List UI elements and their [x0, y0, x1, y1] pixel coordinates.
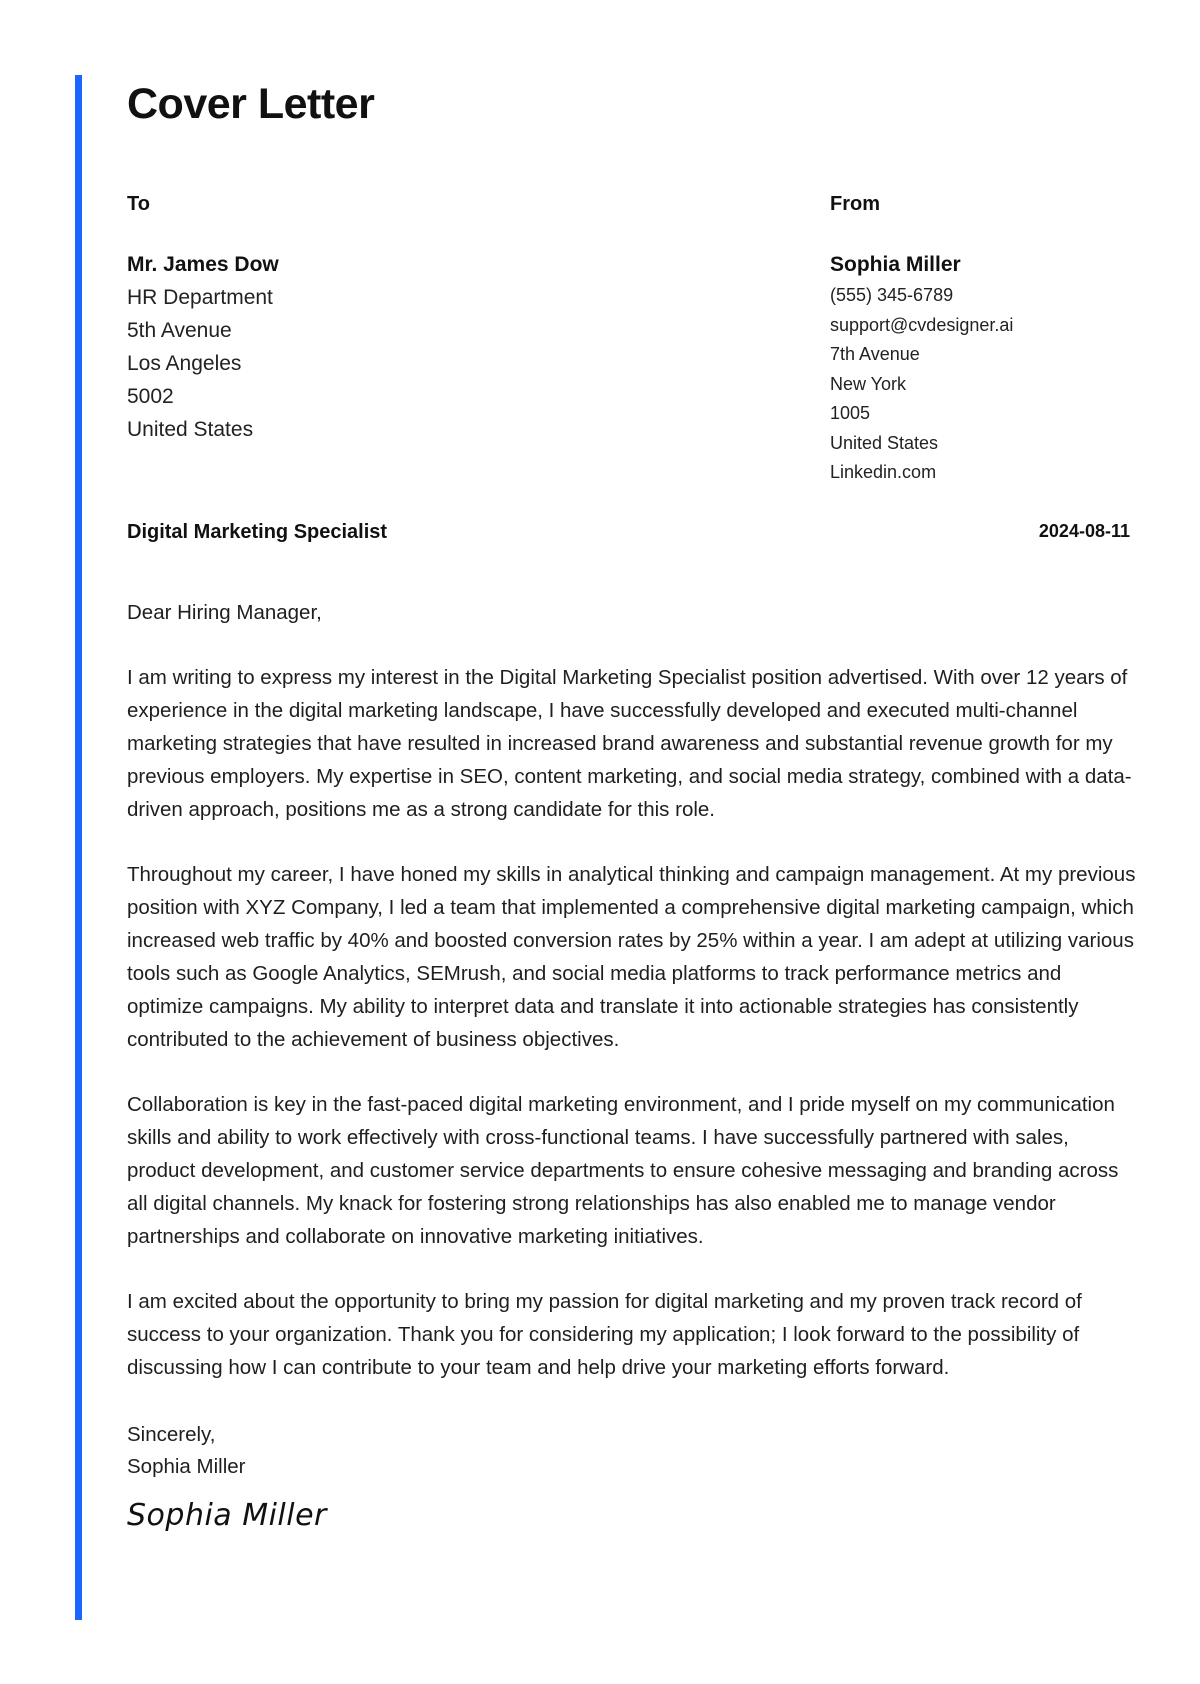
- body-paragraph: I am writing to express my interest in the Digital Marketing Specialist position advertised. With over 12 years of experience in the digital marketing landscape, I have successfully developed and executed multi-channel marketing strategies that have resulted in increased brand awareness and substantial revenue growth for my previous employers. My expertise in SEO, content marketing, and social media strategy, combined with a data-driven approach, positions me as a strong candidate for this role.: [127, 666, 1132, 821]
- body-paragraph: Throughout my career, I have honed my skills in analytical thinking and campaign management. At my previous position with XYZ Company, I led a team that implemented a comprehensive digital marketing campaign, which increased web traffic by 40% and boosted conversion rates by 25% within a year. I am adept at utilizing various tools such as Google Analytics, SEMrush, and social media platforms to track performance metrics and optimize campaigns. My ability to interpret data and translate it into actionable strategies has consistently contributed to the achievement of business objectives.: [127, 863, 1136, 1051]
- recipient-country: United States: [127, 418, 254, 441]
- sender-block: [830, 193, 1160, 488]
- signature: Sophia Miller: [127, 1498, 327, 1533]
- sender-phone: (555) 345-6789: [830, 285, 954, 305]
- sender-city: New York: [830, 373, 907, 394]
- letter-body: [127, 596, 1137, 1416]
- body-paragraph: I am excited about the opportunity to bring my passion for digital marketing and my proven track record of success to your organization. Thank you for considering my application; I look forward to the possibility of discussing how I can contribute to your team and help drive your marketing efforts forward.: [127, 1290, 1082, 1379]
- recipient-city: Los Angeles: [127, 352, 242, 375]
- sender-postal-code: 1005: [830, 403, 871, 423]
- sender-linkedin: Linkedin.com: [830, 462, 937, 482]
- recipient-street: 5th Avenue: [127, 319, 232, 342]
- job-title: Digital Marketing Specialist: [127, 521, 388, 543]
- recipient-name: Mr. James Dow: [127, 253, 279, 276]
- body-paragraph: Collaboration is key in the fast-paced digital marketing environment, and I pride myself on my communication skills and ability to work effectively with cross-functional teams. I have successfully partnered with sales, product development, and customer service departments to ensure cohesive messaging and branding across all digital channels. My knack for fostering strong relationships has also enabled me to manage vendor partnerships and collaborate on innovative marketing initiatives.: [127, 1093, 1119, 1248]
- sender-name: Sophia Miller: [830, 253, 961, 276]
- recipient-department: HR Department: [127, 286, 273, 309]
- letter-date: 2024-08-11: [1038, 521, 1130, 541]
- closing-name: Sophia Miller: [127, 1455, 246, 1478]
- sender-street: 7th Avenue: [830, 344, 920, 364]
- closing: [127, 1419, 246, 1483]
- sender-country: United States: [830, 432, 939, 453]
- sender-email: support@cvdesigner.ai: [830, 314, 1014, 335]
- salutation: Dear Hiring Manager,: [127, 601, 322, 624]
- page-title: Cover Letter: [127, 80, 375, 128]
- valediction: Sincerely,: [127, 1423, 216, 1446]
- recipient-block: [127, 193, 687, 446]
- recipient-postal-code: 5002: [127, 385, 174, 408]
- accent-bar: [75, 75, 82, 1620]
- sender-label: From: [830, 193, 880, 215]
- recipient-label: To: [127, 193, 150, 215]
